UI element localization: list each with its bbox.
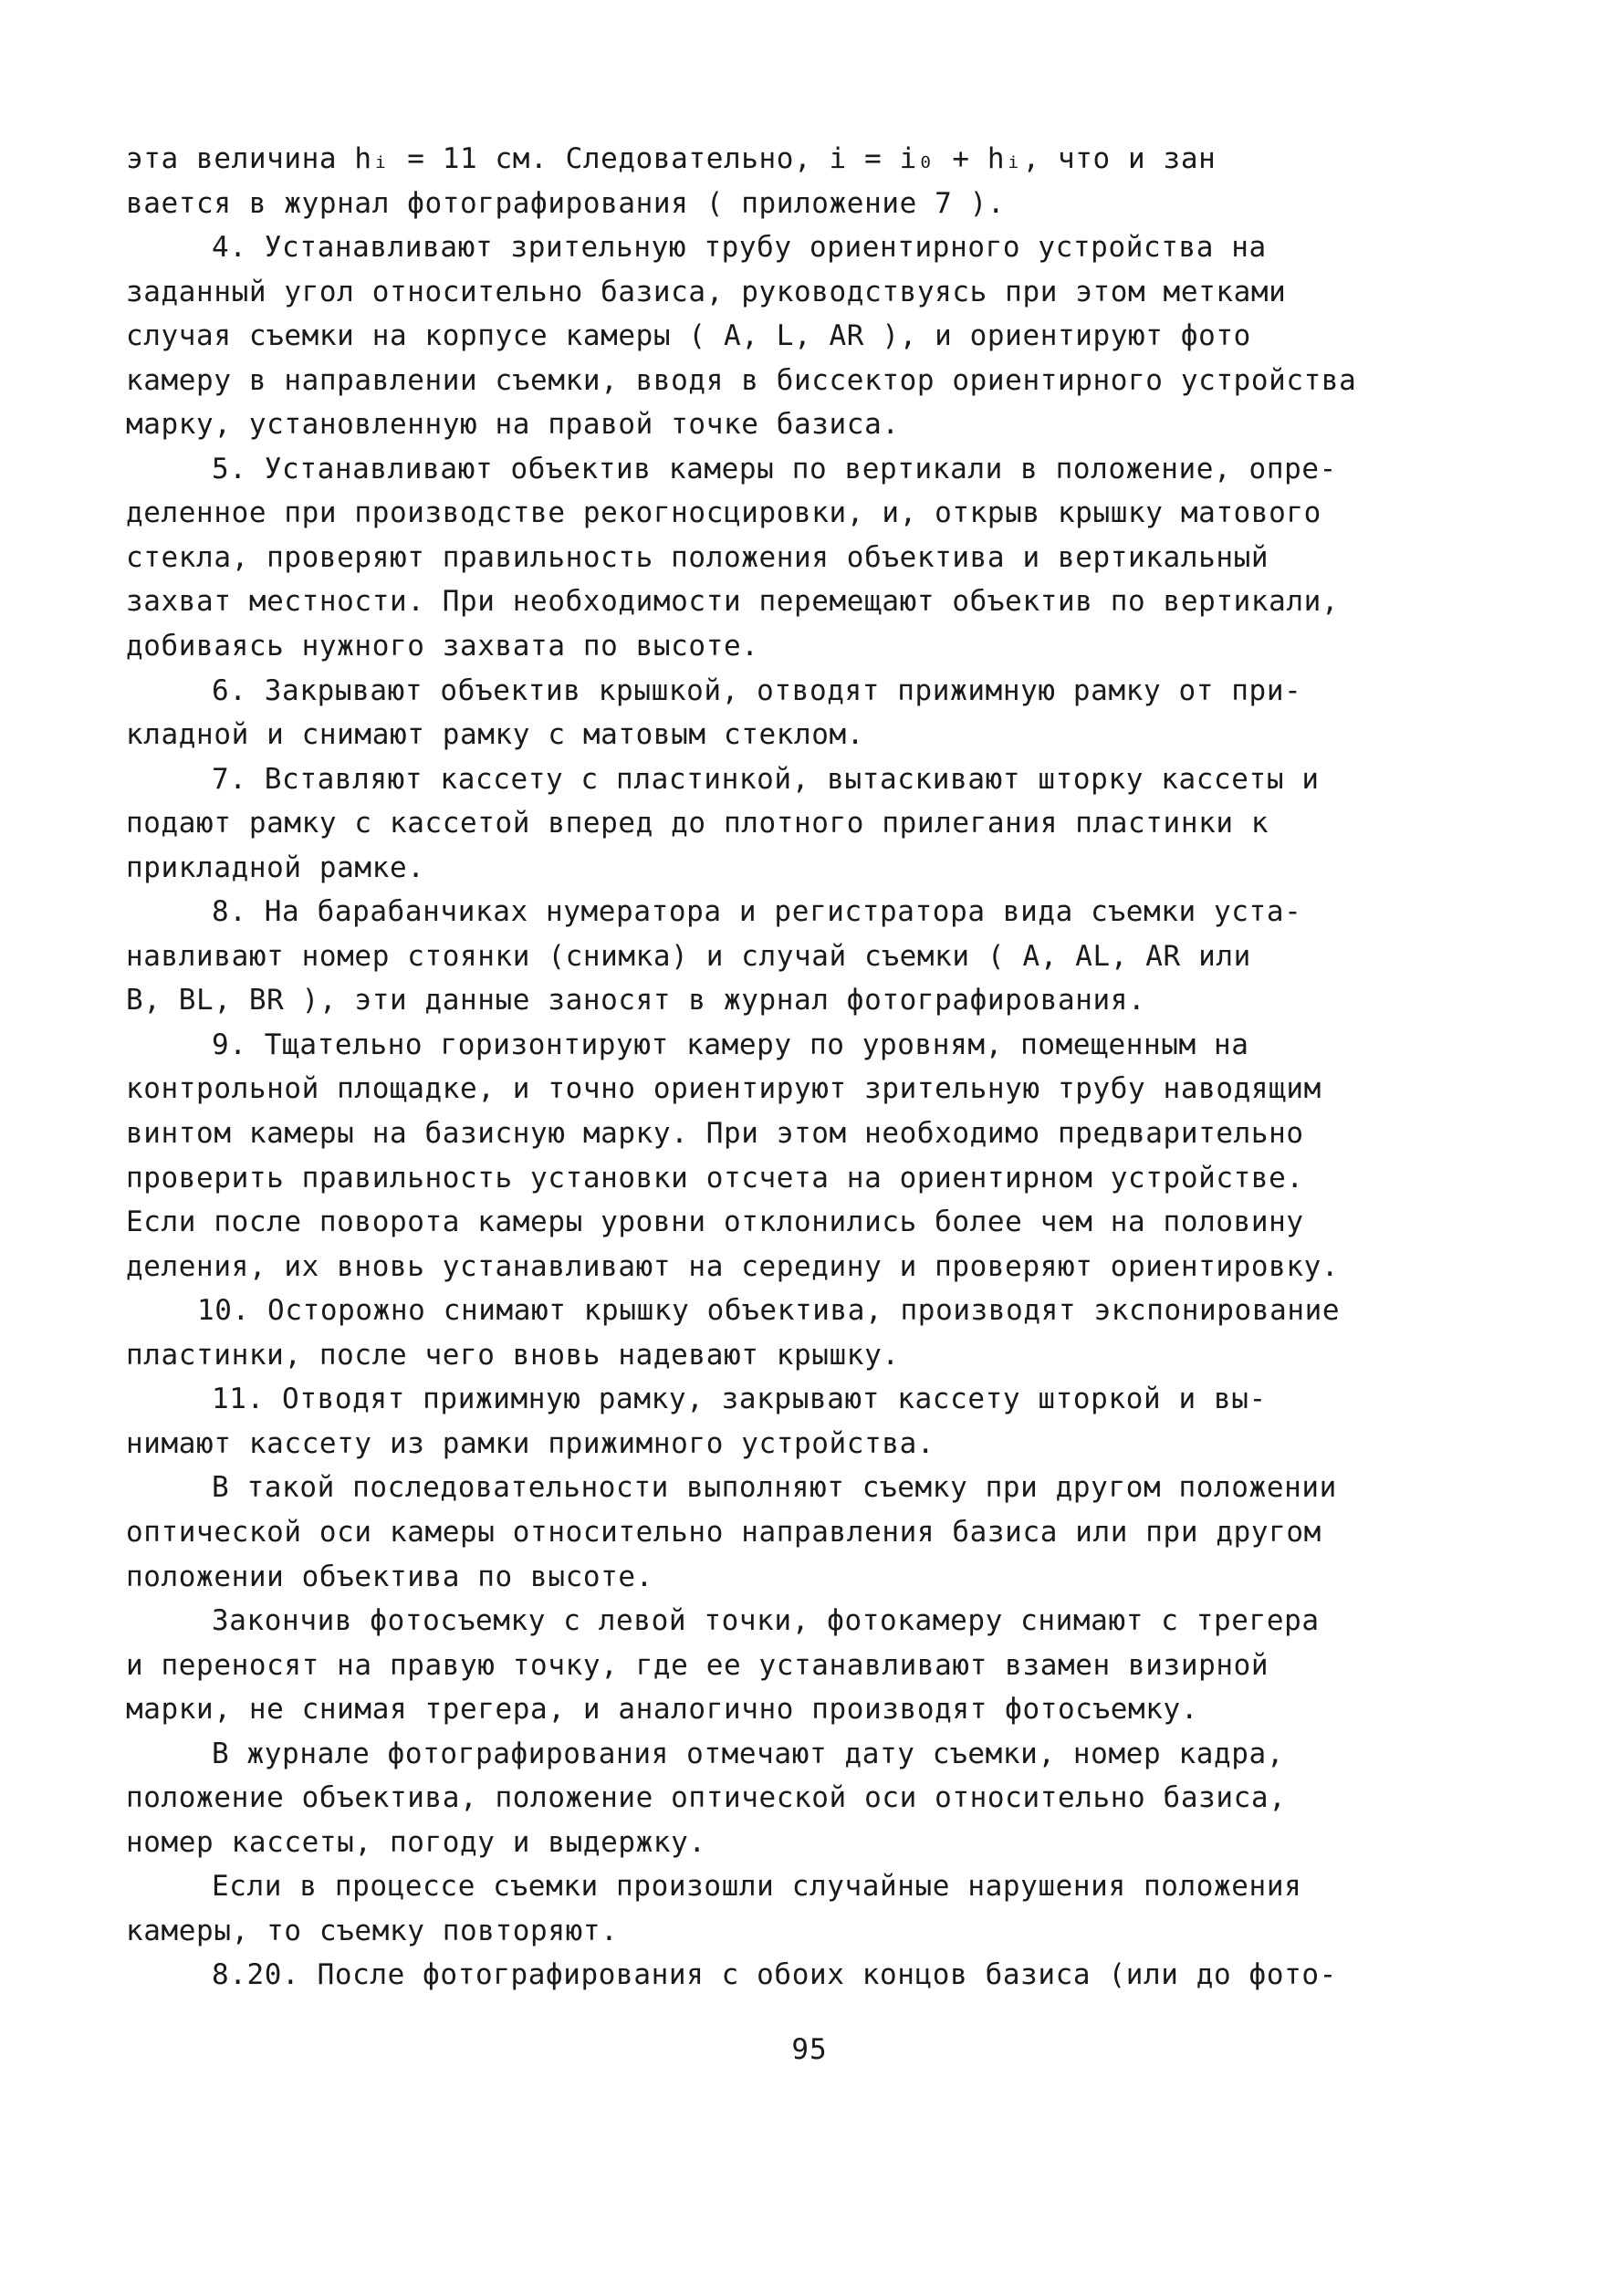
text-line: положение объектива, положение оптической оси относительно базиса,	[126, 1781, 1287, 1815]
text-line: деленное при производстве рекогносцировки, и, открыв крышку матового	[126, 496, 1321, 530]
text-line: и переносят на правую точку, где ее устанавливают взамен визирной	[126, 1648, 1269, 1682]
text-line: Если после поворота камеры уровни отклонились более чем на половину	[126, 1205, 1304, 1239]
text-line: контрольной площадке, и точно ориентируют зрительную трубу наводящим	[126, 1072, 1321, 1106]
text-line: проверить правильность установки отсчета на ориентирном устройстве.	[126, 1161, 1304, 1195]
text-line: марку, установленную на правой точке базиса.	[126, 408, 900, 442]
text-line: 4. Устанавливают зрительную трубу ориентирного устройства на	[212, 231, 1267, 265]
text-line: B, BL, BR ), эти данные заносят в журнал фотографирования.	[126, 984, 1146, 1018]
text-line: 6. Закрывают объектив крышкой, отводят прижимную рамку от при-	[212, 673, 1302, 707]
text-line: 7. Вставляют кассету с пластинкой, вытаскивают шторку кассеты и	[212, 762, 1320, 796]
text-line: камеру в направлении съемки, вводя в биссектор ориентирного устройства	[126, 363, 1357, 397]
text-line: эта величина hᵢ = 11 см. Следовательно, i = i₀ + hᵢ, что и зан	[126, 142, 1217, 175]
text-line: подают рамку с кассетой вперед до плотного прилегания пластинки к	[126, 807, 1269, 840]
text-line: захват местности. При необходимости перемещают объектив по вертикали,	[126, 585, 1340, 619]
text-line: В журнале фотографирования отмечают дату съемки, номер кадра,	[212, 1737, 1285, 1770]
text-line: стекла, проверяют правильность положения объектива и вертикальный	[126, 540, 1269, 574]
text-line: 9. Тщательно горизонтируют камеру по уровням, помещенным на	[212, 1028, 1249, 1061]
text-line: пластинки, после чего вновь надевают крышку.	[126, 1338, 900, 1372]
text-line: марки, не снимая трегера, и аналогично производят фотосъемку.	[126, 1693, 1199, 1727]
text-line: деления, их вновь устанавливают на середину и проверяют ориентировку.	[126, 1249, 1340, 1283]
text-line: номер кассеты, погоду и выдержку.	[126, 1825, 706, 1859]
page-number: 95	[791, 2033, 828, 2066]
text-line: 5. Устанавливают объектив камеры по вертикали в положение, опре-	[212, 452, 1337, 485]
text-line: заданный угол относительно базиса, руководствуясь при этом метками	[126, 275, 1287, 308]
text-line: камеры, то съемку повторяют.	[126, 1914, 619, 1947]
text-line: вается в журнал фотографирования ( приложение 7 ).	[126, 186, 1006, 220]
body-text	[126, 137, 1422, 1998]
text-line: навливают номер стоянки (снимка) и случай съемки ( A, AL, AR или	[126, 939, 1251, 973]
text-line: Закончив фотосъемку с левой точки, фотокамеру снимают с трегера	[212, 1604, 1320, 1638]
text-line: 11. Отводят прижимную рамку, закрывают кассету шторкой и вы-	[212, 1383, 1267, 1416]
text-line: 8.20. После фотографирования с обоих концов базиса (или до фото-	[212, 1958, 1337, 1992]
text-line: Если в процессе съемки произошли случайные нарушения положения	[212, 1870, 1302, 1904]
text-line: 8. На барабанчиках нумератора и регистратора вида съемки уста-	[212, 895, 1302, 929]
text-line: нимают кассету из рамки прижимного устройства.	[126, 1426, 935, 1460]
text-line: оптической оси камеры относительно направления базиса или при другом	[126, 1515, 1321, 1549]
text-line: кладной и снимают рамку с матовым стеклом.	[126, 718, 865, 752]
text-line: винтом камеры на базисную марку. При этом необходимо предварительно	[126, 1117, 1304, 1151]
text-line: 10. Осторожно снимают крышку объектива, производят экспонирование	[197, 1294, 1341, 1328]
text-line: В такой последовательности выполняют съемку при другом положении	[212, 1471, 1337, 1505]
text-line: положении объектива по высоте.	[126, 1560, 653, 1593]
text-line: случая съемки на корпусе камеры ( A, L, AR ), и ориентируют фото	[126, 319, 1251, 353]
text-line: прикладной рамке.	[126, 851, 425, 884]
text-line: добиваясь нужного захвата по высоте.	[126, 630, 759, 663]
